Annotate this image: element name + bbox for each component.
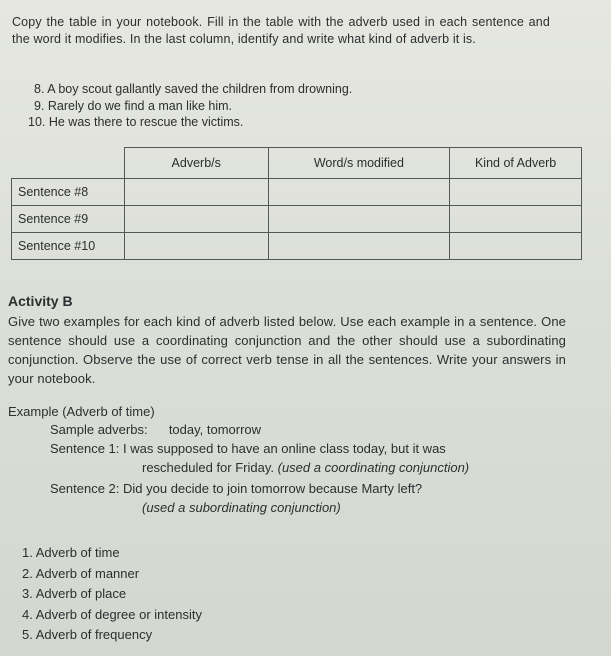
row-label-8: Sentence #8	[12, 179, 125, 206]
adverb-kinds-list	[22, 543, 202, 646]
list-item: 4. Adverb of degree or intensity	[22, 606, 202, 622]
table-cell	[268, 179, 450, 206]
table-header-words-modified: Word/s modified	[268, 148, 450, 179]
activity-instructions-text: Give two examples for each kind of adverb listed below. Use each example in a sentence. One sentence should use a coordinating conjunction and the other should use a subordinating conjunction. Observe the use of correct verb tense in all the sentences. Write your answers in your notebook.	[8, 314, 566, 386]
table-cell	[124, 179, 268, 206]
sentence-2-text: Did you decide to join tomorrow because Marty left?	[123, 481, 423, 496]
row-label-10: Sentence #10	[12, 233, 125, 260]
activity-instructions	[8, 312, 566, 388]
sentence-2-note: (used a subordinating conjunction)	[142, 500, 341, 515]
row-label-9: Sentence #9	[12, 206, 125, 233]
table-row	[12, 233, 582, 260]
sample-adverbs-value: today, tomorrow	[168, 422, 262, 437]
table-cell	[450, 233, 582, 260]
table-cell	[268, 206, 450, 233]
example-title: Example (Adverb of time)	[8, 404, 155, 419]
table-header-kind: Kind of Adverb	[450, 148, 582, 179]
sentence-1-line	[50, 441, 446, 456]
table-cell	[124, 233, 268, 260]
sentence-1-text: I was supposed to have an online class today, but it was	[123, 441, 446, 456]
sentence-1-note: (used a coordinating conjunction)	[277, 460, 470, 475]
table-cell	[124, 206, 268, 233]
sample-adverbs-line	[50, 422, 261, 437]
sentence-1-cont	[142, 460, 469, 475]
table-cell	[268, 233, 450, 260]
sentence-1-label: Sentence 1:	[50, 441, 120, 456]
table-header-row	[12, 148, 582, 179]
table-row	[12, 206, 582, 233]
sample-adverbs-label: Sample adverbs:	[50, 422, 148, 437]
sentence-1-text-b: rescheduled for Friday.	[142, 460, 274, 475]
list-item: 1. Adverb of time	[22, 545, 120, 560]
list-item: 2. Adverb of manner	[22, 565, 140, 581]
table-cell	[450, 179, 582, 206]
table-row	[12, 179, 582, 206]
sentence-8: 8. A boy scout gallantly saved the children from drowning.	[34, 82, 353, 96]
table-header-adverbs: Adverb/s	[124, 148, 268, 179]
sentence-list	[28, 81, 434, 131]
sentence-2-line	[50, 481, 422, 496]
sentence-10: 10. He was there to rescue the victims.	[28, 115, 244, 129]
activity-title: Activity B	[8, 293, 73, 309]
instructions-paragraph: Copy the table in your notebook. Fill in the table with the adverb used in each sentence and the word it modifies. In the last column, identify and write what kind of adverb it is.	[12, 15, 550, 46]
table-cell	[450, 206, 582, 233]
adverb-table	[11, 147, 582, 260]
sentence-9: 9. Rarely do we find a man like him.	[34, 98, 233, 113]
table-header-blank	[12, 148, 125, 179]
list-item: 3. Adverb of place	[22, 586, 127, 601]
sentence-2-label: Sentence 2:	[50, 481, 120, 496]
list-item: 5. Adverb of frequency	[22, 627, 153, 642]
